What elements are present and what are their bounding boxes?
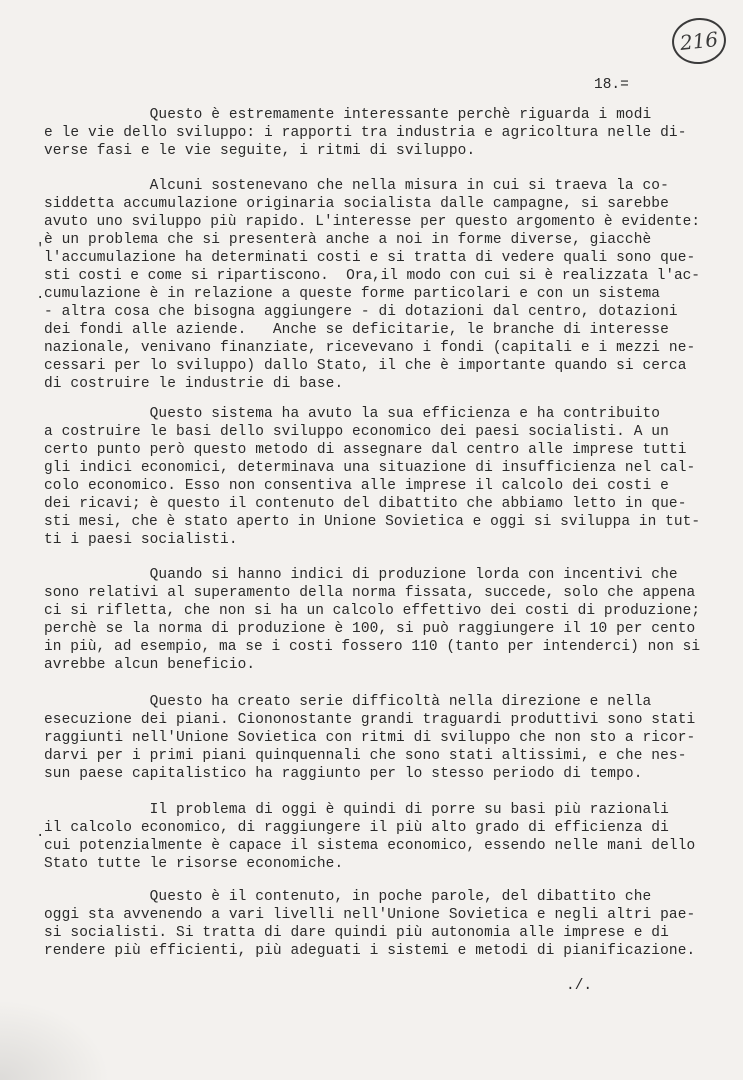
text-line: cessari per lo sviluppo) dallo Stato, il che è importante quando si cerca bbox=[44, 358, 687, 374]
text-line: sono relativi al superamento della norma fissata, succede, solo che appena bbox=[44, 585, 696, 601]
text-line: verse fasi e le vie seguite, i ritmi di sviluppo. bbox=[44, 143, 476, 159]
text-line: Stato tutte le risorse economiche. bbox=[44, 856, 344, 872]
text-line: raggiunti nell'Unione Sovietica con ritmi di sviluppo che non sto a ricor- bbox=[44, 730, 696, 746]
text-line: l'accumulazione ha determinati costi e si tratta di vedere quali sono que- bbox=[44, 250, 696, 266]
text-line: si socialisti. Si tratta di dare quindi più autonomia alle imprese e di bbox=[44, 925, 669, 941]
text-line: rendere più efficienti, più adeguati i sistemi e metodi di pianificazione. bbox=[44, 943, 696, 959]
text-line: dei fondi alle aziende. Anche se deficitarie, le branche di interesse bbox=[44, 322, 669, 338]
text-line: Alcuni sostenevano che nella misura in cui si traeva la co- bbox=[44, 178, 669, 194]
text-line: - altra cosa che bisogna aggiungere - di dotazioni dal centro, dotazioni bbox=[44, 304, 678, 320]
margin-dot: ' bbox=[36, 241, 45, 257]
text-line: il calcolo economico, di raggiungere il più alto grado di efficienza di bbox=[44, 820, 669, 836]
text-line: colo economico. Esso non consentiva alle imprese il calcolo dei costi e bbox=[44, 478, 669, 494]
text-line: sun paese capitalistico ha raggiunto per lo stesso periodo di tempo. bbox=[44, 766, 643, 782]
text-line: avrebbe alcun beneficio. bbox=[44, 657, 256, 673]
text-line: avuto uno sviluppo più rapido. L'interesse per questo argomento è evidente: bbox=[44, 214, 701, 230]
text-line: Quando si hanno indici di produzione lorda con incentivi che bbox=[44, 567, 678, 583]
margin-dot: · bbox=[36, 290, 45, 306]
text-line: ci si rifletta, che non si ha un calcolo effettivo dei costi di produzione; bbox=[44, 603, 701, 619]
page-number: 18.= bbox=[594, 77, 629, 93]
text-line: oggi sta avvenendo a vari livelli nell'Unione Sovietica e negli altri pae- bbox=[44, 907, 696, 923]
text-line: Questo è estremamente interessante perchè riguarda i modi bbox=[44, 107, 652, 123]
text-line: in più, ad esempio, ma se i costi fossero 110 (tanto per intenderci) non si bbox=[44, 639, 701, 655]
text-line: certo punto però questo metodo di assegnare dal centro alle imprese tutti bbox=[44, 442, 687, 458]
archive-stamp bbox=[670, 15, 729, 66]
text-line: darvi per i primi piani quinquennali che sono stati altissimi, e che nes- bbox=[44, 748, 687, 764]
text-line: e le vie dello sviluppo: i rapporti tra industria e agricoltura nelle di- bbox=[44, 125, 687, 141]
text-line: sti mesi, che è stato aperto in Unione Sovietica e oggi si sviluppa in tut- bbox=[44, 514, 701, 530]
text-line: cumulazione è in relazione a queste forme particolari e con un sistema bbox=[44, 286, 661, 302]
text-line: ti i paesi socialisti. bbox=[44, 532, 238, 548]
text-line: cui potenzialmente è capace il sistema economico, essendo nelle mani dello bbox=[44, 838, 696, 854]
text-line: a costruire le basi dello sviluppo economico dei paesi socialisti. A un bbox=[44, 424, 669, 440]
continued-mark: ./. bbox=[566, 978, 593, 994]
margin-dot: · bbox=[36, 828, 45, 844]
text-line: Questo ha creato serie difficoltà nella direzione e nella bbox=[44, 694, 652, 710]
text-line: Questo è il contenuto, in poche parole, del dibattito che bbox=[44, 889, 652, 905]
text-line: siddetta accumulazione originaria socialista dalle campagne, si sarebbe bbox=[44, 196, 669, 212]
text-line: esecuzione dei piani. Ciononostante grandi traguardi produttivi sono stati bbox=[44, 712, 696, 728]
text-line: gli indici economici, determinava una situazione di insufficienza nel cal- bbox=[44, 460, 696, 476]
text-line: è un problema che si presenterà anche a noi in forme diverse, giacchè bbox=[44, 232, 652, 248]
stamp-number: 216 bbox=[678, 27, 720, 55]
text-line: perchè se la norma di produzione è 100, si può raggiungere il 10 per cento bbox=[44, 621, 696, 637]
text-line: dei ricavi; è questo il contenuto del dibattito che abbiamo letto in que- bbox=[44, 496, 687, 512]
scan-smudge bbox=[0, 1000, 110, 1080]
text-line: sti costi e come si ripartiscono. Ora,il modo con cui si è realizzata l'ac- bbox=[44, 268, 700, 284]
text-line: Questo sistema ha avuto la sua efficienza e ha contribuito bbox=[44, 406, 661, 422]
text-line: nazionale, venivano finanziate, ricevevano i fondi (capitali e i mezzi ne- bbox=[44, 340, 696, 356]
text-line: Il problema di oggi è quindi di porre su basi più razionali bbox=[44, 802, 669, 818]
text-line: di costruire le industrie di base. bbox=[44, 376, 344, 392]
